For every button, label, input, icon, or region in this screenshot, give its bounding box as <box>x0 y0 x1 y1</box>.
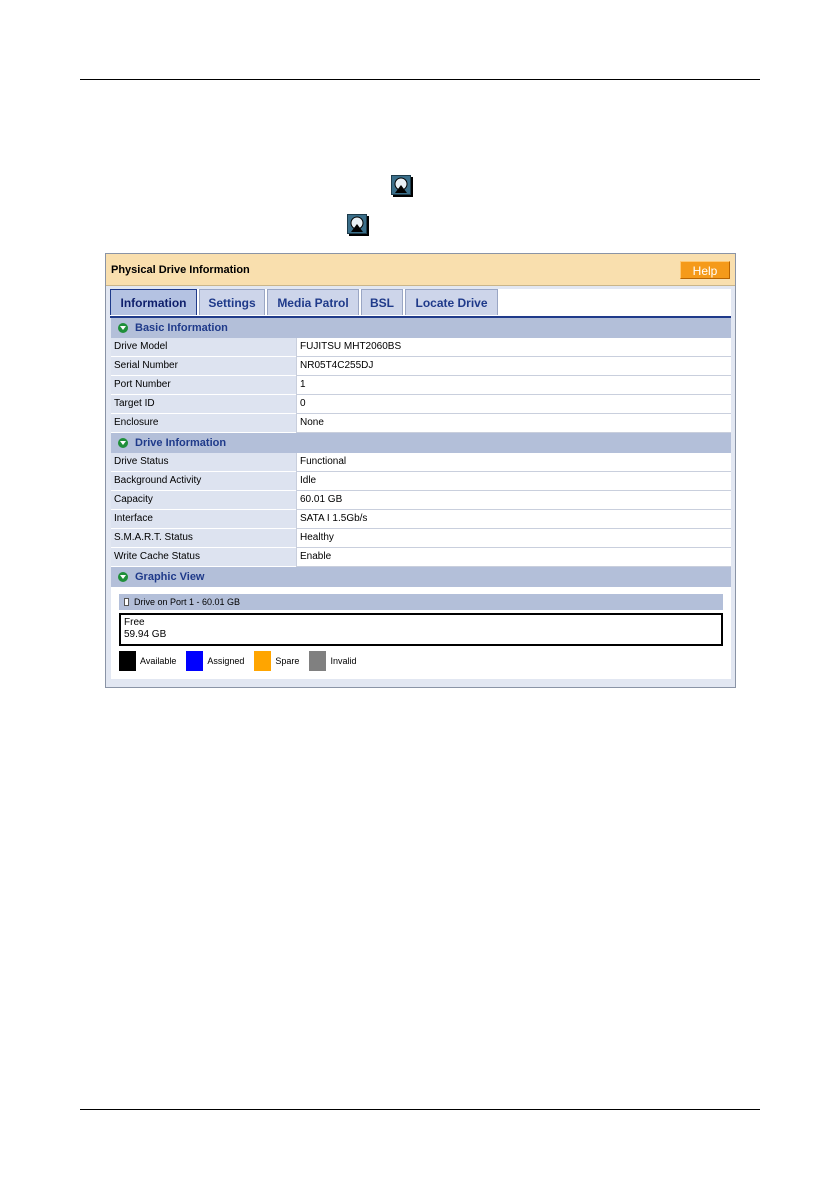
tab-information[interactable]: Information <box>110 289 197 315</box>
field-value: Enable <box>296 548 731 567</box>
field-label: Port Number <box>111 376 296 395</box>
free-size: 59.94 GB <box>124 629 167 640</box>
legend-swatch <box>309 651 326 671</box>
field-value: SATA I 1.5Gb/s <box>296 510 731 529</box>
field-label: Serial Number <box>111 357 296 376</box>
legend-swatch <box>254 651 271 671</box>
free-space-block[interactable] <box>119 613 723 646</box>
physical-drive-icon <box>391 175 411 195</box>
drive-icon <box>124 598 129 606</box>
table-row <box>111 510 731 529</box>
panel-content <box>111 318 731 679</box>
legend-item-available <box>119 651 176 671</box>
field-value: 1 <box>296 376 731 395</box>
panel-title: Physical Drive Information <box>111 263 250 276</box>
field-label: Interface <box>111 510 296 529</box>
section-title: Graphic View <box>135 571 205 583</box>
table-row <box>111 548 731 567</box>
help-button[interactable]: Help <box>680 261 730 279</box>
legend-label: Assigned <box>207 656 245 666</box>
graphic-view-area <box>111 587 731 679</box>
legend-item-invalid <box>309 651 356 671</box>
field-label: Drive Status <box>111 453 296 472</box>
collapse-arrow-icon[interactable] <box>118 572 128 582</box>
field-label: Background Activity <box>111 472 296 491</box>
table-row <box>111 395 731 414</box>
section-title: Basic Information <box>135 322 228 334</box>
panel-header <box>106 254 735 286</box>
physical-drive-icon <box>347 214 367 234</box>
free-label: Free <box>124 617 145 628</box>
legend-item-assigned <box>186 651 244 671</box>
table-row <box>111 529 731 548</box>
tab-media-patrol[interactable]: Media Patrol <box>267 289 359 315</box>
legend-label: Available <box>140 656 177 666</box>
field-value: 0 <box>296 395 731 414</box>
legend-swatch <box>119 651 136 671</box>
tab-bar <box>110 289 731 318</box>
collapse-arrow-icon[interactable] <box>118 438 128 448</box>
field-value: None <box>296 414 731 433</box>
section-header-graphic-view[interactable] <box>111 567 731 587</box>
collapse-arrow-icon[interactable] <box>118 323 128 333</box>
legend-swatch <box>186 651 203 671</box>
field-value: Functional <box>296 453 731 472</box>
table-row <box>111 472 731 491</box>
field-value: Healthy <box>296 529 731 548</box>
field-value: 60.01 GB <box>296 491 731 510</box>
physical-drive-information-panel <box>105 253 736 688</box>
legend-label: Spare <box>275 656 300 666</box>
table-row <box>111 357 731 376</box>
field-value: Idle <box>296 472 731 491</box>
field-value: NR05T4C255DJ <box>296 357 731 376</box>
tab-bsl[interactable]: BSL <box>361 289 403 315</box>
drive-label: Drive on Port 1 - 60.01 GB <box>134 597 241 607</box>
legend-item-spare <box>254 651 299 671</box>
field-label: S.M.A.R.T. Status <box>111 529 296 548</box>
field-label: Target ID <box>111 395 296 414</box>
table-row <box>111 376 731 395</box>
table-row <box>111 338 731 357</box>
section-title: Drive Information <box>135 437 227 449</box>
legend <box>119 651 366 671</box>
page-bottom-rule <box>80 1109 760 1110</box>
section-header-basic-information[interactable] <box>111 318 731 338</box>
table-row <box>111 414 731 433</box>
section-header-drive-information[interactable] <box>111 433 731 453</box>
page-top-rule <box>80 79 760 80</box>
field-label: Drive Model <box>111 338 296 357</box>
field-label: Enclosure <box>111 414 296 433</box>
table-row <box>111 453 731 472</box>
field-label: Write Cache Status <box>111 548 296 567</box>
field-label: Capacity <box>111 491 296 510</box>
legend-label: Invalid <box>330 656 357 666</box>
field-value: FUJITSU MHT2060BS <box>296 338 731 357</box>
tab-settings[interactable]: Settings <box>199 289 265 315</box>
drive-bar <box>119 594 723 610</box>
tab-locate-drive[interactable]: Locate Drive <box>405 289 498 315</box>
table-row <box>111 491 731 510</box>
